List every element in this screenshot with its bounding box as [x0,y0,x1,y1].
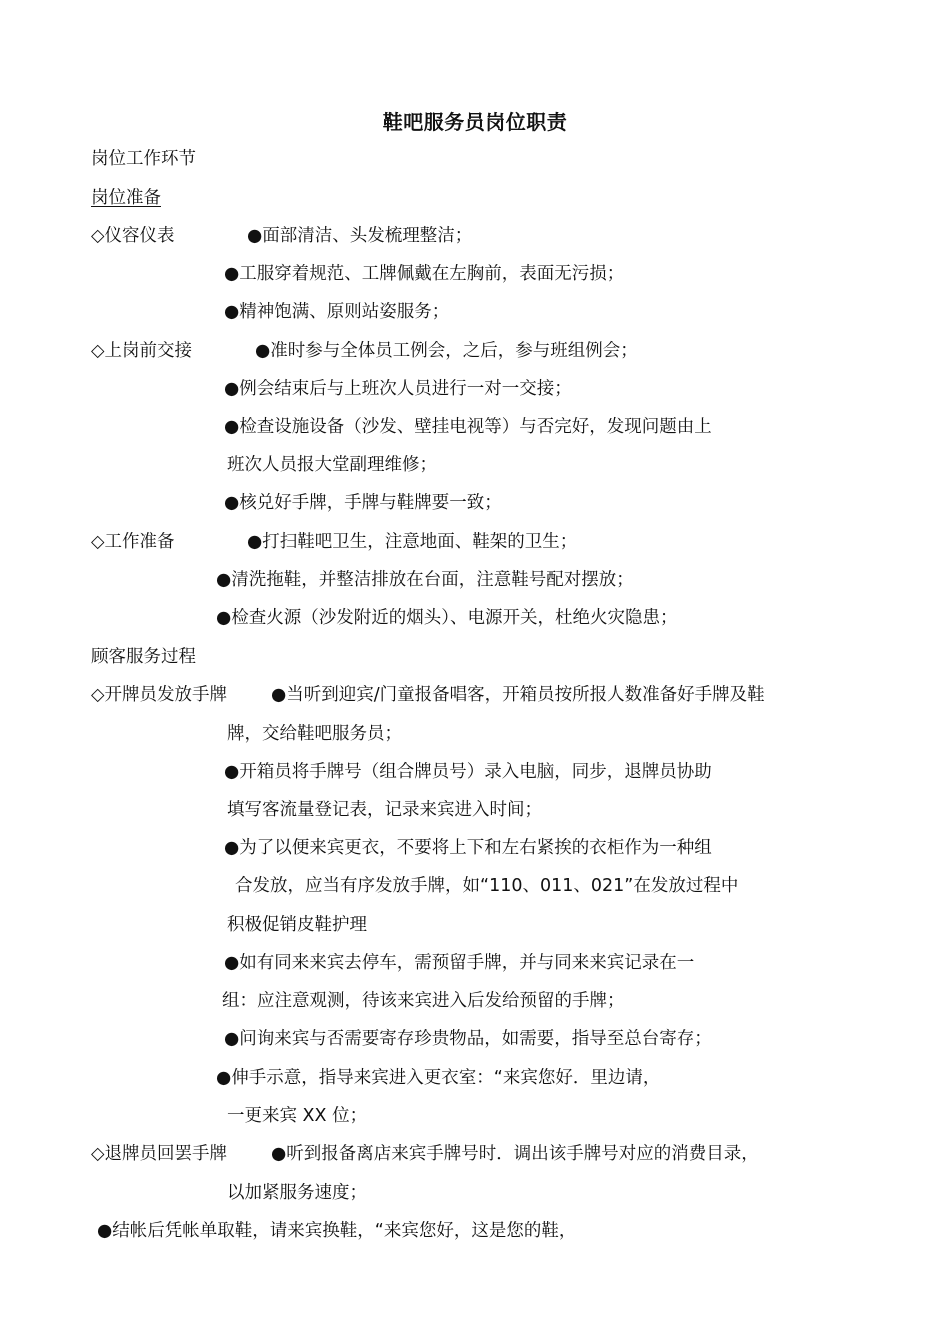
return-tags-item: ●结帐后凭帐单取鞋，请来宾换鞋，“来宾您好，这是您的鞋， [97,1221,577,1241]
appearance-item: ●面部清洁、头发梳理整洁； [247,226,473,246]
issue-tags-item: ●伸手示意，指导来宾进入更衣室：“来宾您好．里边请， [216,1068,661,1088]
handover-label: ◇上岗前交接 [91,341,192,361]
appearance-item: ●精神饱满、原则站姿服务； [224,302,450,322]
issue-tags-item: ●如有同来来宾去停车，需预留手牌，并与同来来宾记录在一 [224,953,695,973]
return-tags-label: ◇退牌员回罢手牌 [91,1144,227,1164]
issue-tags-item: 合发放，应当有序发放手牌，如“110、011、021”在发放过程中 [235,876,739,896]
issue-tags-item: 一更来宾 XX 位； [227,1106,368,1126]
handover-item: ●检查设施设备（沙发、壁挂电视等）与否完好，发现问题由上 [224,417,712,437]
issue-tags-item: 组：应注意观测，待该来宾进入后发给预留的手牌； [222,991,625,1011]
handover-item: ●核兑好手牌，手牌与鞋牌要一致； [224,493,502,513]
issue-tags-item: 填写客流量登记表，记录来宾进入时间； [227,800,542,820]
issue-tags-item: 牌，交给鞋吧服务员； [227,724,402,744]
work-prep-item: ●检查火源（沙发附近的烟头）、电源开关，杜绝火灾隐患； [216,608,678,628]
work-prep-item: ●打扫鞋吧卫生，注意地面、鞋架的卫生； [247,532,578,552]
section-heading-workflow: 岗位工作环节 [91,149,196,169]
work-prep-item: ●清洗拖鞋，并整洁排放在台面，注意鞋号配对摆放； [216,570,634,590]
handover-item: 班次人员报大堂副理维修； [227,455,437,475]
work-prep-label: ◇工作准备 [91,532,175,552]
issue-tags-item: ●问询来宾与否需要寄存珍贵物品，如需要，指导至总台寄存； [224,1029,712,1049]
issue-tags-label: ◇开牌员发放手牌 [91,685,227,705]
document-title: 鞋吧服务员岗位职责 [382,110,568,134]
return-tags-item: ●听到报备离店来宾手牌号时．调出该手牌号对应的消费目录， [271,1144,759,1164]
issue-tags-item: ●开箱员将手牌号（组合牌员号）录入电脑，同步，退牌员协助 [224,762,712,782]
section-heading-service: 顾客服务过程 [91,647,196,667]
appearance-label: ◇仪容仪表 [91,226,175,246]
handover-item: ●例会结束后与上班次人员进行一对一交接； [224,379,572,399]
section-heading-preparation: 岗位准备 [91,188,161,208]
handover-item: ●准时参与全体员工例会，之后，参与班组例会； [255,341,638,361]
issue-tags-item: 积极促销皮鞋护理 [227,915,367,935]
issue-tags-item: ●当听到迎宾/门童报备唱客，开箱员按所报人数准备好手牌及鞋 [271,685,765,705]
issue-tags-item: ●为了以便来宾更衣，不要将上下和左右紧挨的衣柜作为一种组 [224,838,712,858]
appearance-item: ●工服穿着规范、工牌佩戴在左胸前，表面无污损； [224,264,625,284]
return-tags-item: 以加紧服务速度； [227,1183,367,1203]
